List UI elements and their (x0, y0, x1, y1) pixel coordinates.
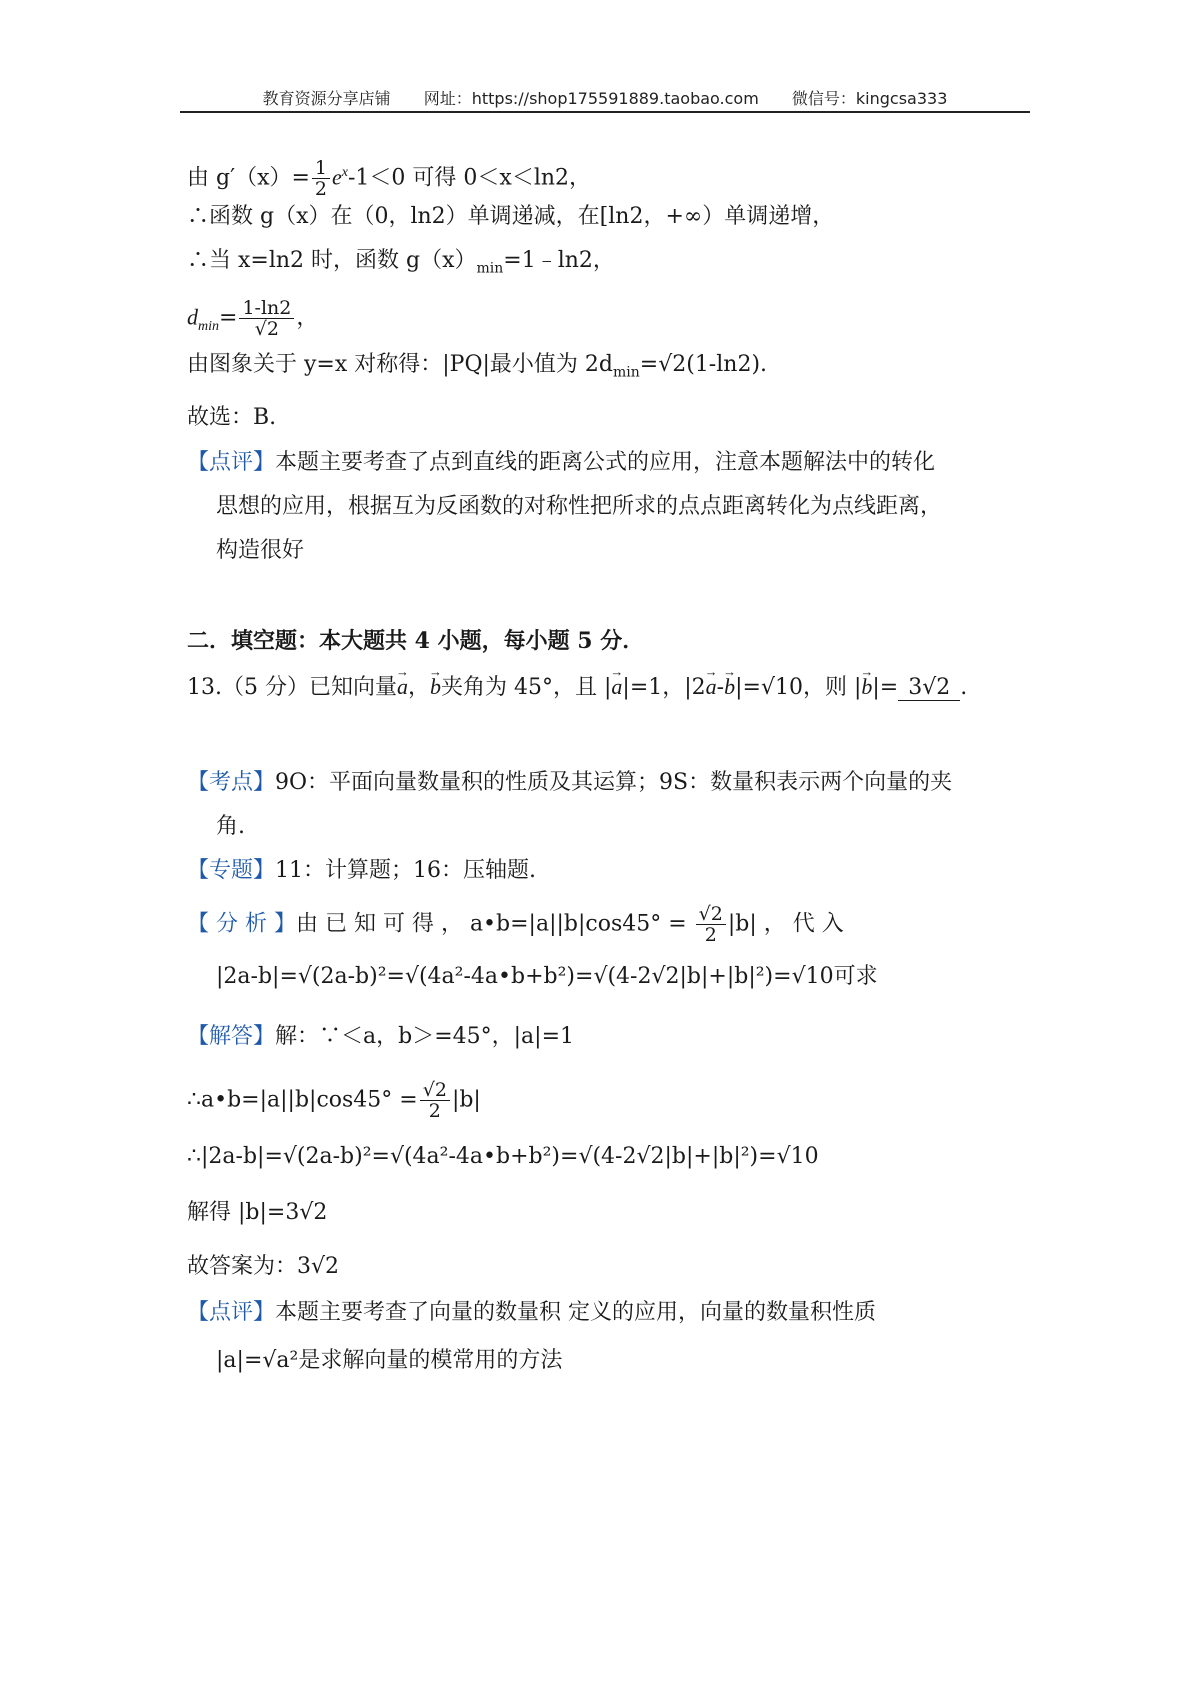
superscript: x (341, 165, 348, 181)
text: 由图象关于 y=x 对称得：|PQ|最小值为 2d (187, 352, 613, 377)
zhuanti-tag: 【专题】 (187, 858, 276, 883)
text: =√2(1-ln2). (639, 352, 768, 377)
text: 本题主要考查了点到直线的距离公式的应用，注意本题解法中的转化 (275, 450, 936, 475)
review-1-cont2: 构造很好 (216, 538, 305, 563)
text: 本题主要考查了向量的数量积 定义的应用，向量的数量积性质 (275, 1300, 877, 1325)
text: ， (407, 675, 430, 700)
text: . (960, 675, 968, 700)
vector-a: → a (611, 672, 622, 702)
vector-b: → b (724, 672, 735, 702)
subscript: min (476, 260, 504, 277)
text: -1＜0 可得 0＜x＜ln2， (348, 165, 592, 191)
kaodian-cont: 角. (216, 814, 245, 839)
text: 13.（5 分）已知向量 (187, 675, 397, 700)
step-modulus: ∴|2a-b|=√(2a-b)²=√(4a²-4a•b+b²)=√(4-2√2|b|+|b|²)=√10 (187, 1144, 819, 1169)
review-1-cont: 思想的应用，根据互为反函数的对称性把所求的点点距离转化为点线距离， (216, 494, 943, 519)
text: |=√10，则 | (735, 675, 862, 700)
line-monotonic: ∴函数 g（x）在（0，ln2）单调递减，在[ln2，+∞）单调递增， (187, 204, 835, 229)
review-2-cont: |a|=√a²是求解向量的模常用的方法 (216, 1348, 563, 1373)
text: ∴a•b=|a||b|cos45° = (187, 1087, 418, 1113)
numerator: 1 (312, 158, 330, 179)
review-2 (187, 1298, 876, 1328)
kaodian-tag: 【考点】 (187, 770, 276, 795)
fraction (420, 1080, 450, 1121)
jieda-tag: 【解答】 (187, 1024, 276, 1049)
denominator: 2 (704, 924, 717, 946)
review-tag: 【点评】 (187, 450, 276, 475)
fraction (312, 158, 330, 199)
text: |b| (451, 1087, 481, 1113)
vector-b: → b (430, 672, 441, 702)
denominator: 2 (314, 178, 328, 200)
text: 11：计算题；16：压轴题. (275, 858, 536, 883)
text: d (187, 304, 198, 330)
text: 由 g′（x）= (187, 165, 310, 191)
text: |b| ， 代 入 (727, 911, 844, 937)
text: ∴当 x=ln2 时，函数 g（x） (187, 248, 477, 273)
fenxi-tag: 【 分 析 】 (187, 911, 296, 937)
denominator: 2 (428, 1100, 441, 1122)
line-choice: 故选：B. (187, 405, 277, 430)
text: 由 已 知 可 得 ， a•b=|a||b|cos45° = (295, 911, 694, 937)
line-derivative (187, 158, 591, 199)
page-header (180, 86, 1030, 109)
line-pq (187, 350, 767, 387)
step-answer: 故答案为：3√2 (187, 1254, 340, 1279)
review-1 (187, 448, 935, 478)
text: |= (872, 675, 899, 700)
vector-a: → a (706, 672, 717, 702)
numerator: √2 (696, 904, 726, 925)
denominator: √2 (254, 318, 279, 340)
fenxi (187, 904, 844, 945)
step-solve: 解得 |b|=3√2 (187, 1200, 328, 1225)
text: 9O：平面向量数量积的性质及其运算；9S：数量积表示两个向量的夹 (275, 770, 953, 795)
kaodian (187, 768, 952, 798)
line-minimum (187, 246, 615, 283)
vector-a: → a (397, 672, 408, 702)
text: 夹角为 45°，且 | (441, 675, 612, 700)
fenxi-formula: |2a-b|=√(2a-b)²=√(4a²-4a•b+b²)=√(4-2√2|b|+|b|²)=√10可求 (216, 964, 878, 989)
subscript: min (613, 364, 640, 381)
jieda (187, 1022, 574, 1052)
text: = (219, 305, 238, 331)
header-shop: 教育资源分享店铺 (262, 89, 391, 108)
text: =1﹣ln2， (503, 248, 615, 273)
text: |=1，|2 (622, 675, 706, 700)
header-rule (180, 111, 1030, 113)
step-dot-product (187, 1080, 481, 1121)
section-title: 二．填空题：本大题共 4 小题，每小题 5 分． (187, 628, 645, 654)
fraction (239, 298, 294, 339)
subscript: min (198, 318, 219, 334)
line-dmin (187, 298, 318, 342)
numerator: √2 (420, 1080, 450, 1101)
zhuanti (187, 856, 536, 886)
text: ， (296, 305, 319, 331)
header-wechat: 微信号：kingcsa333 (791, 89, 948, 108)
text: - (716, 675, 725, 700)
numerator: 1-ln2 (239, 298, 294, 319)
header-site: 网址：https://shop175591889.taobao.com (423, 89, 759, 108)
answer-blank: 3√2 (898, 675, 960, 701)
vector-b: → b (861, 672, 872, 702)
question-13 (187, 672, 967, 703)
fraction (696, 904, 726, 945)
text: 解：∵＜a，b＞=45°，|a|=1 (275, 1024, 575, 1049)
review-tag: 【点评】 (187, 1300, 276, 1325)
text: e (332, 164, 342, 190)
